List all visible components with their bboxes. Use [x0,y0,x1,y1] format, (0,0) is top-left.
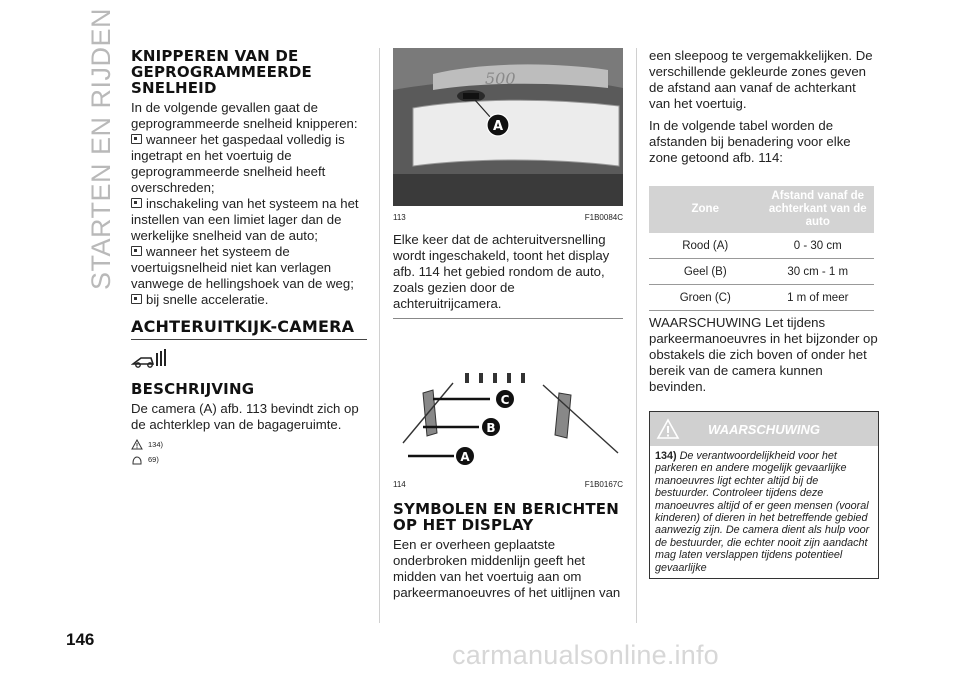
table-cell: Groen (C) [649,285,762,311]
warning-box-header [650,412,878,446]
column-1 [131,48,367,465]
camera-icon [131,348,367,375]
warning-ref-number: 134) [148,439,164,449]
bullet-box-icon [131,134,142,144]
zone-a-label: A [460,450,470,464]
table-cell: 1 m of meer [762,285,875,311]
warning-box [649,411,879,579]
bullet-item [131,132,367,196]
heading-beschrijving: BESCHRIJVING [131,380,255,398]
heading-camera: ACHTERUITKIJK-CAMERA [131,317,355,336]
figure-114 [393,323,623,489]
column-2 [393,48,623,601]
paragraph-intro: In de volgende gevallen gaat de geprogrammeerde snelheid knipperen: [131,100,358,131]
paragraph-table-intro: In de volgende tabel worden de afstanden bij benadering voor elke zone getoond afb. 114: [649,118,851,165]
zone-c-label: C [500,393,510,407]
bullet-text: inschakeling van het systeem na het instellen van een limiet lager dan de werkelijke snelheid van de auto; [131,196,359,243]
section-rule [393,318,623,319]
chapter-side-title-text: STARTEN EN RIJDEN [86,7,116,290]
figure-code: F1B0084C [584,213,623,222]
table-header: Zone [649,186,762,233]
figure-caption [393,213,623,222]
paragraph-continuation: een sleepoog te vergemakkelijken. De verschillende gekleurde zones geven de afstand aan vanaf de achterkant van het voertuig. [649,48,873,111]
figure-number: 113 [393,213,406,222]
bullet-box-icon [131,294,142,304]
column-divider [636,48,637,623]
table-header: Afstand vanaf de achterkant van de auto [762,186,875,233]
paragraph-warning: WAARSCHUWING Let tijdens parkeermanoeuvres in het bijzonder op obstakels die zich boven of onder het bereik van de camera kunnen bevinden. [649,315,878,394]
warning-box-title: WAARSCHUWING [708,421,820,437]
bullet-item [131,292,367,308]
column-divider [379,48,380,623]
table-cell: 0 - 30 cm [762,233,875,259]
table-row [649,233,874,259]
zones-table [649,186,874,311]
table-row [649,285,874,311]
figure-number: 114 [393,480,406,489]
callout-a-label: A [492,119,504,134]
bullet-item [131,244,367,292]
rear-tailgate-illustration [393,48,623,206]
svg-text:500: 500 [485,69,516,88]
chapter-side-title [80,7,120,290]
table-cell: Rood (A) [649,233,762,259]
note-hand-icon [131,454,143,465]
warning-reference [131,439,367,450]
table-row [649,259,874,285]
heading-speed-blink: KNIPPEREN VAN DE GEPROGRAMMEERDE SNELHEID [131,47,312,97]
bullet-box-icon [131,198,142,208]
column-3 [649,48,879,579]
heading-symbols: SYMBOLEN EN BERICHTEN OP HET DISPLAY [393,500,619,534]
warning-box-ref: 134) [655,450,677,462]
note-ref-number: 69) [148,454,159,464]
camera-display-illustration [393,323,623,473]
warning-box-text: De verantwoordelijkheid voor het parkeren en andere mogelijk gevaarlijke manoeuvres ligt echter altijd bij de bestuurder. Controleer tijdens deze manoeuvres altijd of er geen mensen (vooral kinderen) of dieren in het betreffende gebied aanwezig zijn. De camera dient als hulp voor de bestuurder, die echter nooit zijn aandacht mag laten verslappen tijdens potentieel gevaarlijke [655,450,870,574]
bullet-text: wanneer het gaspedaal volledig is ingetrapt en het voertuig de geprogrammeerde snelheid heeft overschreden; [131,132,345,195]
figure-113 [393,48,623,222]
warning-triangle-icon [131,439,143,450]
table-cell: Geel (B) [649,259,762,285]
watermark: carmanualsonline.info [452,640,719,670]
page-number: 146 [66,630,95,649]
warning-triangle-icon [656,418,680,440]
bullet-text: wanneer het systeem de voertuigsnelheid niet kan verlagen vanwege de hellingshoek van de weg; [131,244,354,291]
bullet-text: bij snelle acceleratie. [146,292,269,307]
table-cell: 30 cm - 1 m [762,259,875,285]
warning-box-body [650,446,878,578]
bullet-box-icon [131,246,142,256]
paragraph-beschrijving: De camera (A) afb. 113 bevindt zich op de achterklep van de bagageruimte. [131,401,359,432]
bullet-item [131,196,367,244]
figure-code: F1B0167C [584,480,623,489]
zone-b-label: B [486,421,496,435]
paragraph-symbols: Een er overheen geplaatste onderbroken middenlijn geeft het midden van het voertuig aan om parkeermanoeuvres of het uitlijnen van [393,537,621,600]
paragraph-activation: Elke keer dat de achteruitversnelling wordt ingeschakeld, toont het display afb. 114 het gebied rondom de auto, zoals gezien door de achteruitrijcamera. [393,232,610,311]
section-rule [131,339,367,340]
note-reference [131,454,367,465]
figure-caption [393,480,623,489]
